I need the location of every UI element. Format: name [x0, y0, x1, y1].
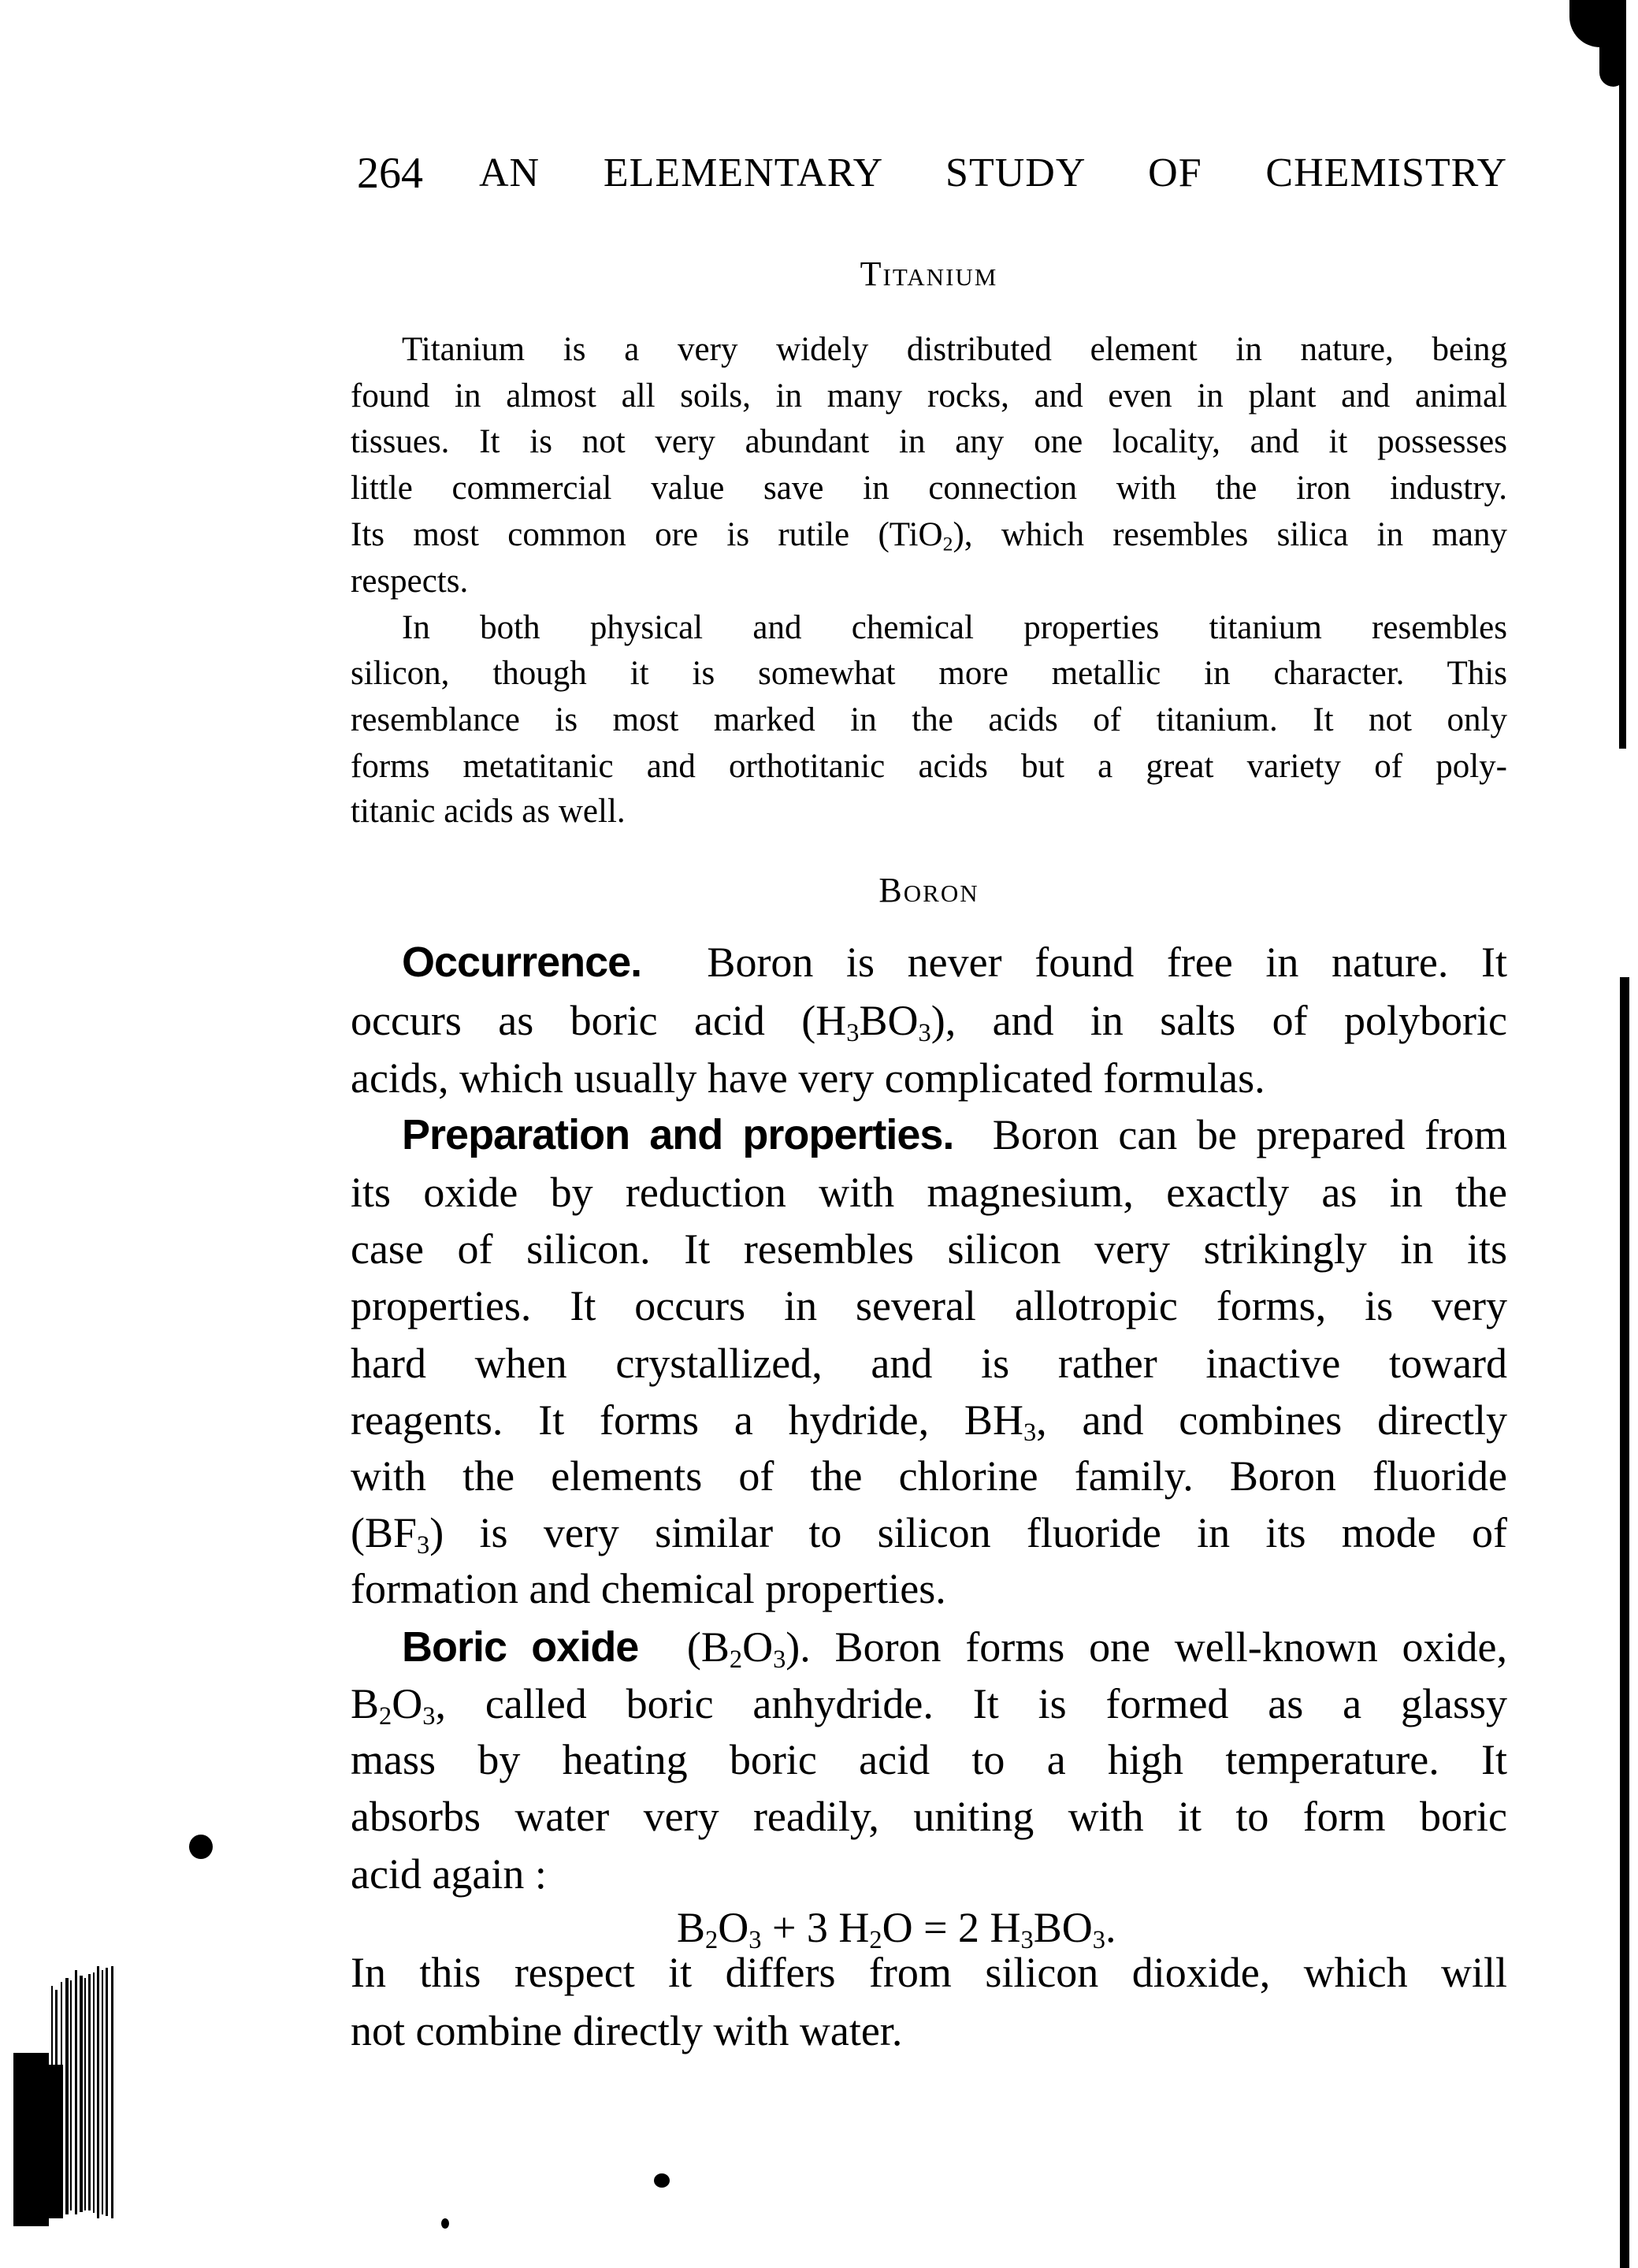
text-line: not combine directly with water. [351, 2007, 903, 2054]
text-line: properties. It occurs in several allotropic forms, is very [351, 1282, 1507, 1329]
text-line: case of silicon. It resembles silicon very strikingly in its [351, 1225, 1507, 1273]
page-number: 264 [357, 149, 423, 198]
run-in-heading-occurrence: Occurrence. [402, 939, 642, 986]
running-head-title: AN ELEMENTARY STUDY OF CHEMISTRY [479, 151, 1507, 195]
text-line: In both physical and chemical properties titanium resembles [402, 609, 1507, 646]
section-heading-boron: Boron [878, 871, 979, 909]
text-run: Boron can be prepared from [992, 1111, 1507, 1158]
text-line: In this respect it differs from silicon dioxide, which will [351, 1949, 1507, 1996]
page-edge-line [1620, 977, 1629, 2268]
text-line: Its most common ore is rutile (TiO$_2$), which resembles silica in many [351, 516, 1507, 556]
run-in-heading-boric-oxide: Boric oxide [402, 1623, 639, 1671]
text-line [402, 1619, 1507, 1675]
section-heading-titanium: Titanium [860, 255, 998, 293]
text-line [402, 1106, 1507, 1163]
text-line: Titanium is a very widely distributed element in nature, being [402, 331, 1507, 368]
text-line: occurs as boric acid $(H_3BO_3)$, and in salts of polyboric [351, 997, 1507, 1048]
page-edge-line [1619, 0, 1626, 749]
ink-speck [654, 2173, 670, 2188]
chemical-equation: $B_2O_3 + 3$ $H_2O = 2$ $H_3BO_3$. [677, 1904, 1116, 1955]
text-line: little commercial value save in connection with the iron industry. [351, 470, 1507, 507]
text-line: acids, which usually have very complicated formulas. [351, 1054, 1265, 1102]
text-line: its oxide by reduction with magnesium, exactly as in the [351, 1169, 1507, 1216]
text-line: found in almost all soils, in many rocks, and even in plant and animal [351, 377, 1507, 415]
text-line: acid again : [351, 1850, 547, 1898]
binding-edge-artifact [13, 1966, 114, 2230]
text-run: Boron is never found free in nature. It [707, 939, 1508, 986]
text-line: tissues. It is not very abundant in any one locality, and it possesses [351, 423, 1507, 460]
text-line: absorbs water very readily, uniting with it to form boric [351, 1793, 1507, 1840]
ink-speck [441, 2218, 449, 2229]
ink-dot [189, 1835, 213, 1859]
text-run: $(B_2O_3)$. Boron forms one well-known oxide, [686, 1623, 1507, 1675]
text-line: hard when crystallized, and is rather inactive toward [351, 1340, 1507, 1387]
text-line: mass by heating boric acid to a high temperature. It [351, 1736, 1507, 1783]
text-line: $B_2O_3$, called boric anhydride. It is formed as a glassy [351, 1680, 1507, 1731]
text-line: forms metatitanic and orthotitanic acids but a great variety of poly- [351, 748, 1507, 785]
text-line: respects. [351, 563, 469, 600]
text-line: with the elements of the chlorine family. Boron fluoride [351, 1452, 1507, 1500]
text-line [402, 934, 1507, 991]
text-line: resemblance is most marked in the acids of titanium. It not only [351, 701, 1507, 738]
text-line: $(BF_3)$ is very similar to silicon fluoride in its mode of [351, 1509, 1507, 1560]
run-in-heading-preparation: Preparation and properties. [402, 1111, 954, 1158]
text-line: silicon, though it is somewhat more metallic in character. This [351, 655, 1507, 692]
running-head [357, 148, 1509, 199]
text-line: formation and chemical properties. [351, 1565, 946, 1612]
text-line: titanic acids as well. [351, 793, 626, 830]
text-line: reagents. It forms a hydride, $BH_3$, and combines directly [351, 1396, 1507, 1448]
